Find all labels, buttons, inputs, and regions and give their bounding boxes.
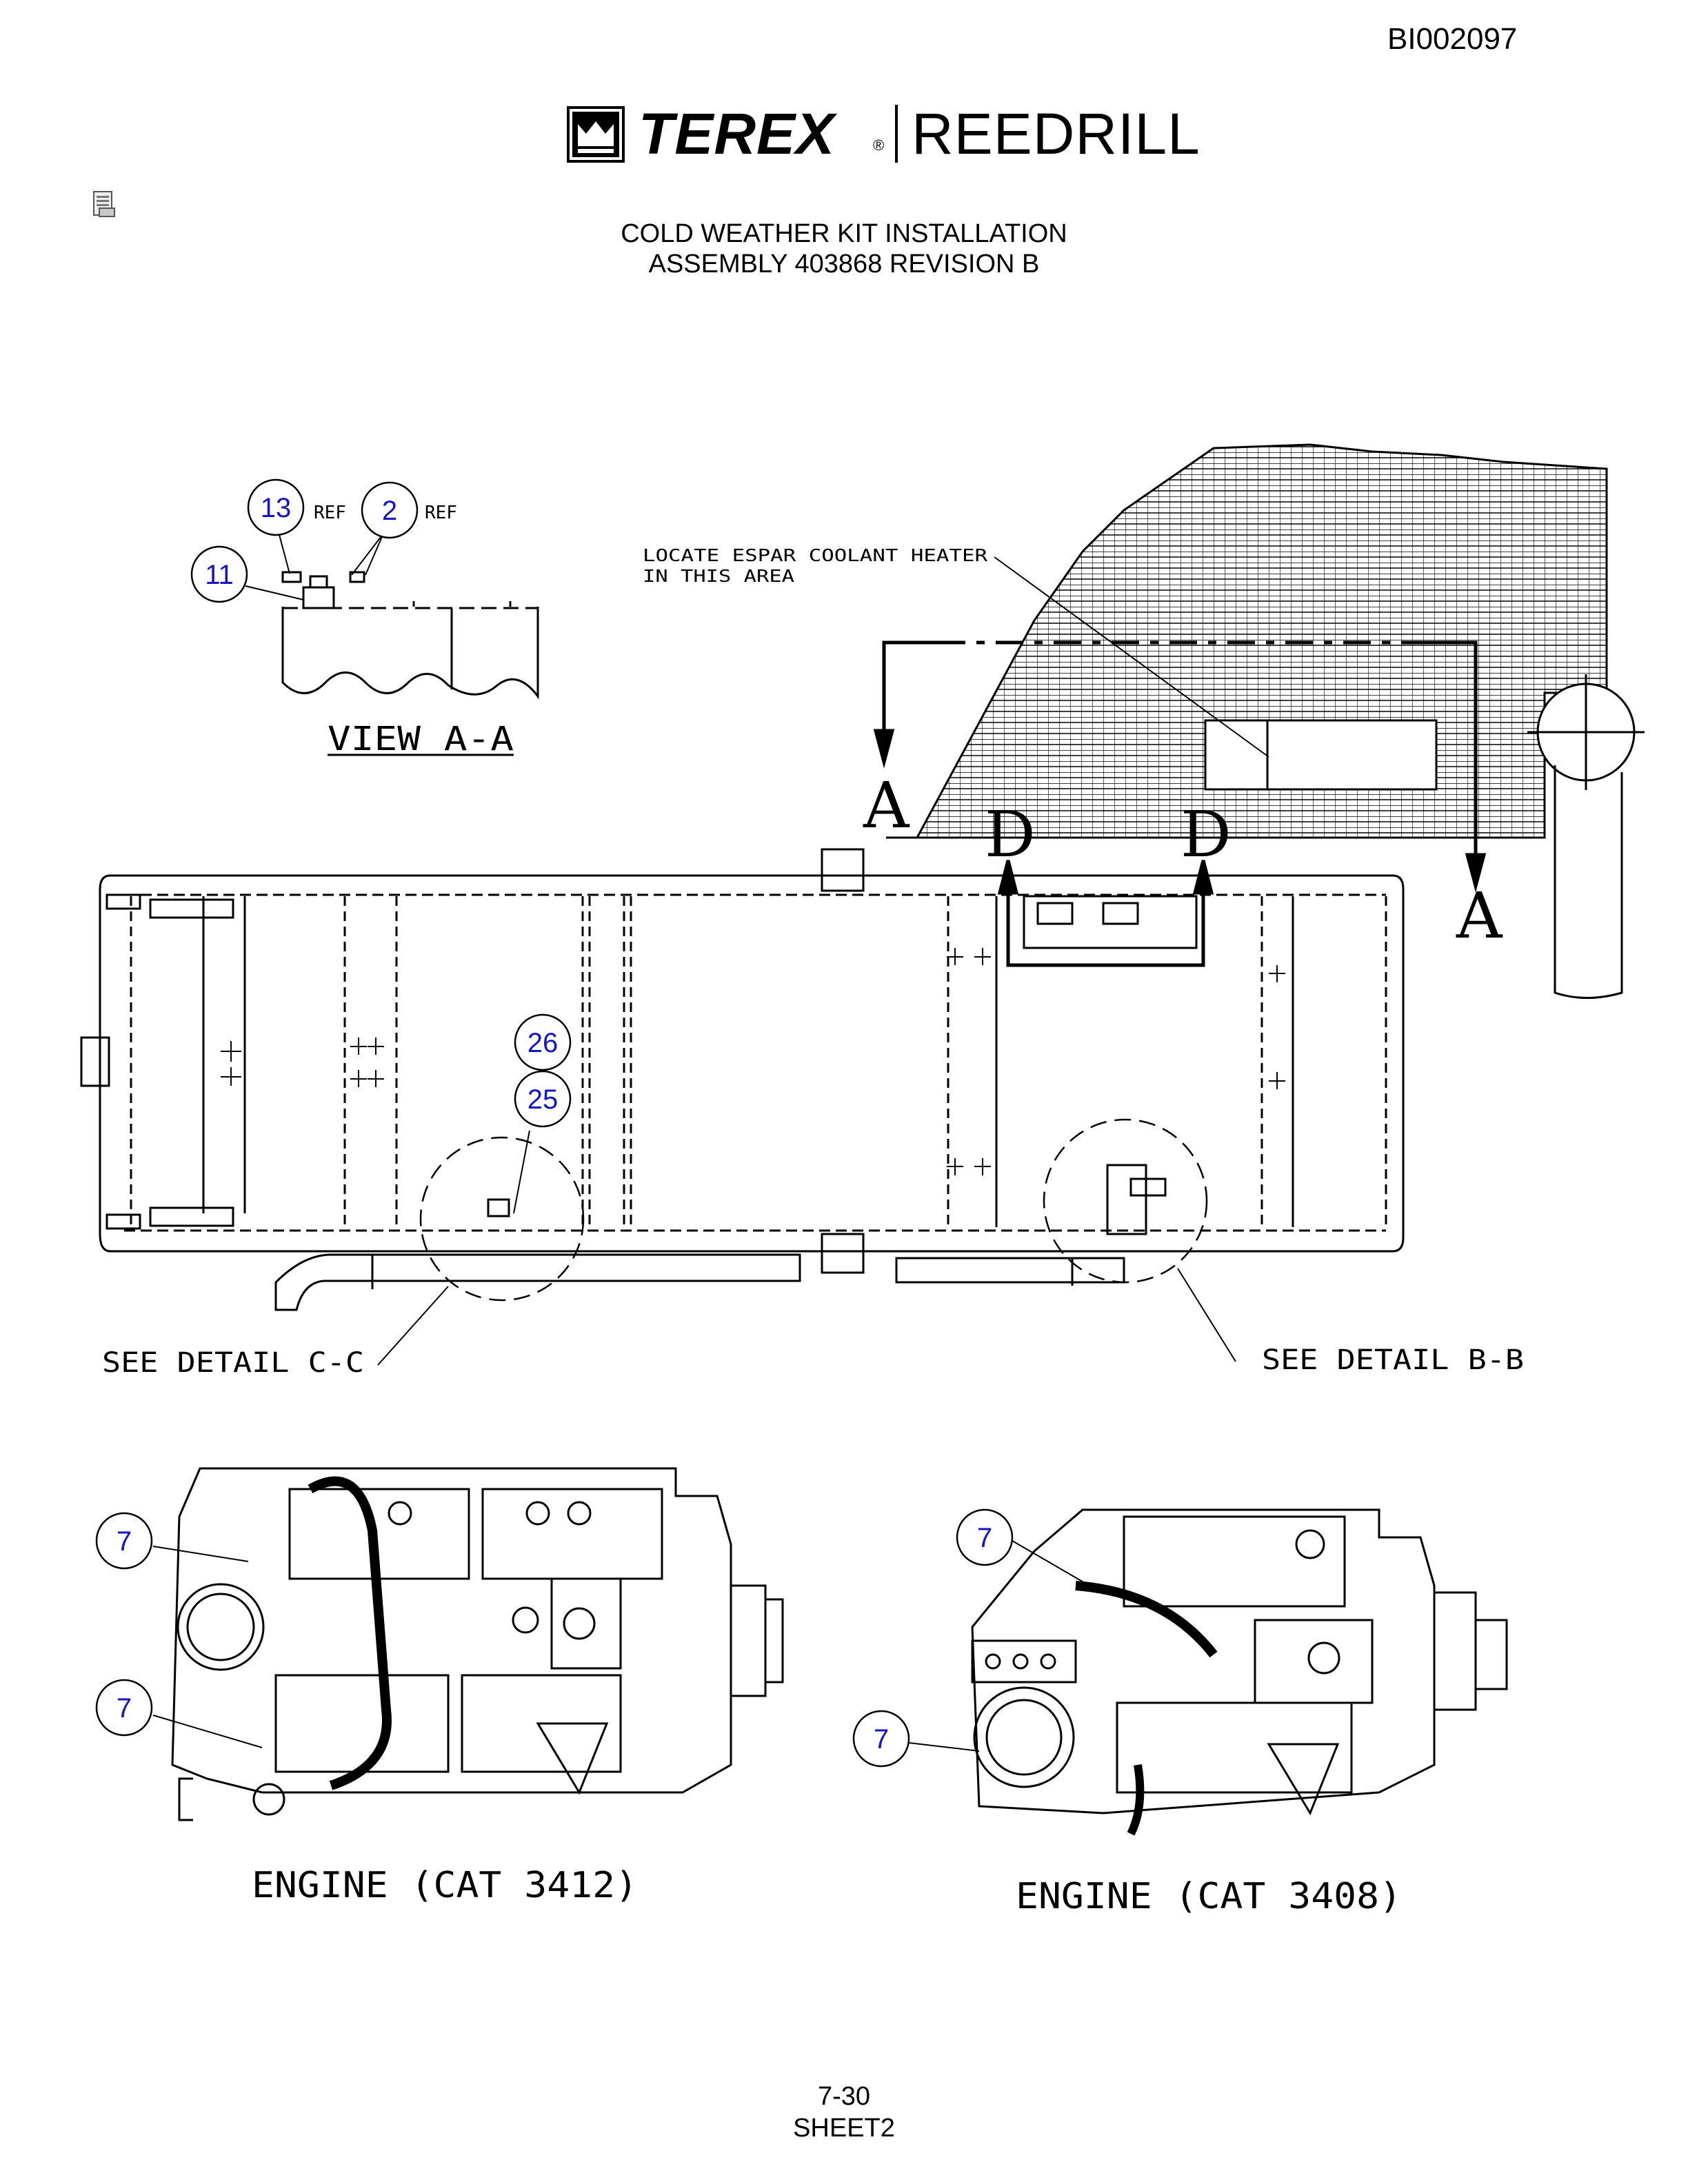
- drawing-title-line-2: ASSEMBLY 403868 REVISION B: [648, 250, 1040, 279]
- see-detail-bb: SEE DETAIL B-B: [1262, 1344, 1524, 1376]
- see-detail-cc: SEE DETAIL C-C: [102, 1347, 364, 1379]
- logo-brand-text: TEREX: [639, 101, 836, 166]
- registered-mark: ®: [873, 136, 885, 154]
- engine-cat-3408-illustration: [972, 1510, 1507, 1834]
- heater-note-line-2: IN THIS AREA: [643, 566, 794, 586]
- balloon-7-engine-3412-lower: 7: [116, 1693, 132, 1723]
- section-a-right-label: A: [1456, 879, 1503, 953]
- frame-fastener-marks: [221, 948, 1285, 1175]
- balloon-7-engine-3412-upper: 7: [116, 1526, 132, 1557]
- balloon-2-suffix: REF: [425, 503, 457, 523]
- engine-cat-3412-label: ENGINE (CAT 3412): [252, 1865, 638, 1906]
- balloon-13: 13: [260, 493, 292, 523]
- logo-product-text: REEDRILL: [912, 101, 1200, 166]
- balloon-2: 2: [381, 496, 398, 526]
- heater-note-line-1: LOCATE ESPAR COOLANT HEATER: [643, 545, 989, 565]
- page-number: 7-30: [817, 2082, 871, 2111]
- engine-cat-3408-label: ENGINE (CAT 3408): [1016, 1876, 1402, 1917]
- balloon-13-suffix: REF: [314, 503, 346, 523]
- balloon-7-engine-3408-lower: 7: [873, 1724, 890, 1755]
- view-aa-leaders: [245, 532, 383, 600]
- document-id: BI002097: [1387, 22, 1518, 56]
- section-d-left-label: D: [985, 798, 1036, 871]
- view-aa-label: VIEW A-A: [328, 720, 514, 758]
- sheet-label: SHEET2: [793, 2114, 895, 2143]
- section-a-left-label: A: [863, 769, 910, 842]
- balloon-26: 26: [527, 1028, 559, 1058]
- balloon-25: 25: [527, 1084, 559, 1115]
- drawing-title-line-1: COLD WEATHER KIT INSTALLATION: [621, 219, 1067, 248]
- balloon-11: 11: [205, 560, 234, 590]
- section-d-right-label: D: [1180, 798, 1232, 871]
- balloon-7-engine-3408-upper: 7: [976, 1523, 993, 1553]
- engine-cat-3412-illustration: [172, 1468, 783, 1820]
